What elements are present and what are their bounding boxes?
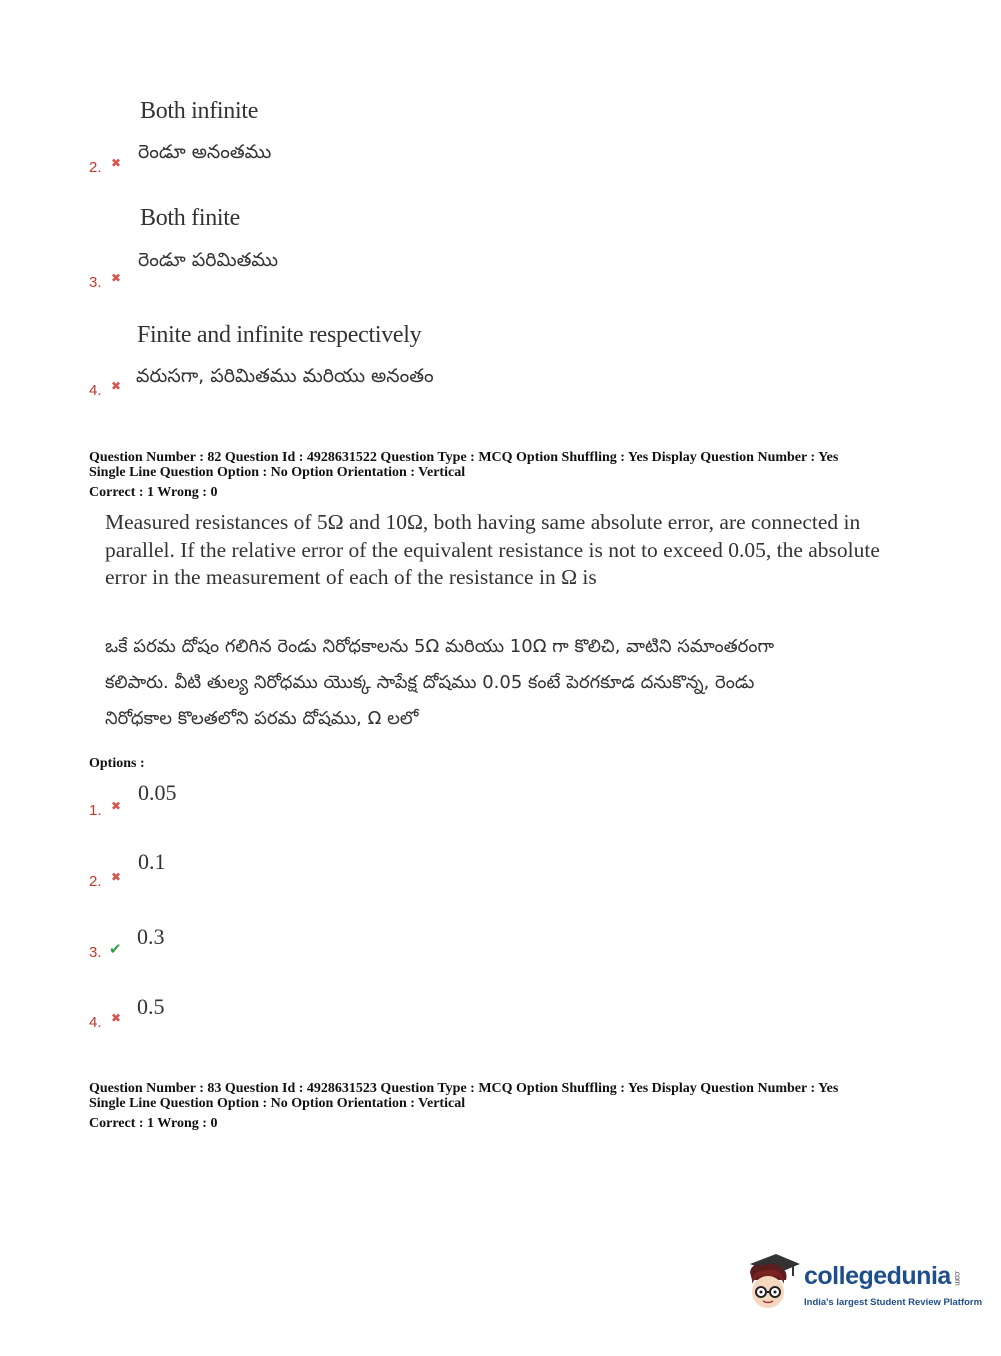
wrong-mark-icon: ✖ (111, 271, 122, 285)
wrong-mark-icon: ✖ (111, 156, 122, 170)
mascot-icon (742, 1250, 802, 1316)
prev-option-2-telugu: రెండూ అనంతము (138, 141, 272, 163)
option-4-value: 0.5 (137, 994, 165, 1019)
option-2-value: 0.1 (138, 849, 166, 874)
option-3-value: 0.3 (137, 924, 165, 949)
prev-option-4-english: Finite and infinite respectively (137, 322, 422, 348)
question-83-marks: Correct : 1 Wrong : 0 (89, 1116, 218, 1131)
question-82-marks: Correct : 1 Wrong : 0 (89, 485, 218, 500)
prev-option-3-english: Both finite (140, 205, 241, 231)
option-1-number: 1. (89, 802, 102, 819)
prev-option-2-english: Both infinite (140, 98, 259, 124)
question-text-line: నిరోధకాల కొలతలోని పరమ దోషము, Ω లలో (105, 708, 419, 729)
question-82-text-telugu (105, 629, 895, 737)
collegedunia-logo (742, 1250, 983, 1320)
prev-option-2-number: 2. (89, 159, 102, 176)
option-1-value: 0.05 (138, 780, 177, 805)
option-4-number: 4. (89, 1014, 102, 1031)
wrong-mark-icon: ✖ (111, 379, 122, 393)
logo-suffix: .com (952, 1269, 962, 1286)
question-text-line: Measured resistances of 5Ω and 10Ω, both having same absolute error, are connected in (105, 510, 861, 534)
question-text-line: error in the measurement of each of the resistance in Ω is (105, 565, 597, 589)
prev-option-4-number: 4. (89, 382, 102, 399)
options-label: Options : (89, 756, 145, 771)
correct-check-icon: ✔ (109, 940, 122, 958)
prev-option-3-telugu: రెండూ పరిమితము (138, 249, 279, 271)
option-2-number: 2. (89, 873, 102, 890)
option-3-number: 3. (89, 944, 102, 961)
wrong-mark-icon: ✖ (111, 799, 122, 813)
wrong-mark-icon: ✖ (111, 1011, 122, 1025)
question-text-line: ఒకే పరమ దోషం గలిగిన రెండు నిరోధకాలను 5Ω మరియు 10Ω గా కొలిచి, వాటిని సమాంతరంగా (105, 636, 775, 657)
question-83-meta-line-1: Question Number : 83 Question Id : 4928631523 Question Type : MCQ Option Shuffling : Yes Display Question Number : Yes (89, 1081, 839, 1096)
question-text-line: కలిపారు. వీటి తుల్య నిరోధము యొక్క సాపేక్ష దోషము 0.05 కంటే పెరగకూడ దనుకొన్న, రెండు (105, 672, 755, 693)
question-83-meta-line-2: Single Line Question Option : No Option Orientation : Vertical (89, 1096, 466, 1111)
logo-tagline: India's largest Student Review Platform (804, 1297, 983, 1308)
wrong-mark-icon: ✖ (111, 870, 122, 884)
prev-option-4-telugu: వరుసగా, పరిమితము మరియు అనంతం (136, 365, 434, 387)
question-text-line: parallel. If the relative error of the equivalent resistance is not to exceed 0.05, the absolute (105, 537, 880, 562)
question-82-text-english (105, 509, 895, 592)
logo-wordmark: collegedunia (804, 1262, 951, 1290)
prev-option-3-number: 3. (89, 274, 102, 291)
question-82-meta-line-2: Single Line Question Option : No Option Orientation : Vertical (89, 465, 466, 480)
question-82-meta-line-1: Question Number : 82 Question Id : 4928631522 Question Type : MCQ Option Shuffling : Yes Display Question Number : Yes (89, 450, 839, 465)
